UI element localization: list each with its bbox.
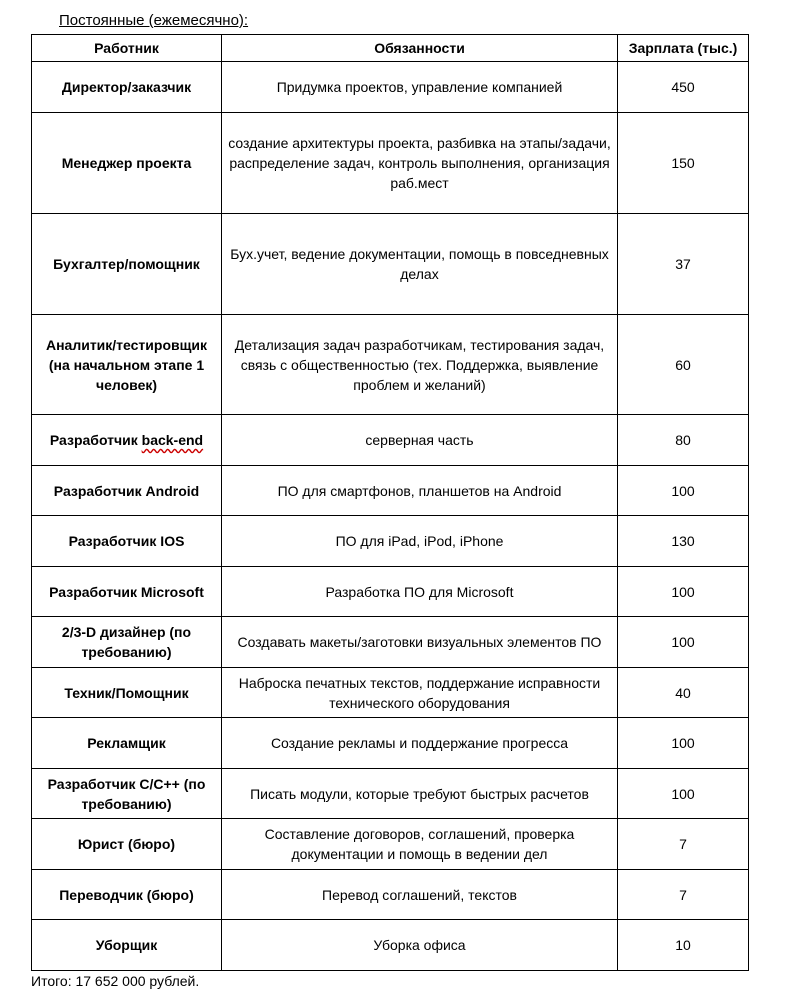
table-row (32, 113, 749, 214)
salary-cell: 7 (618, 870, 749, 920)
staff-table (31, 34, 749, 971)
employee-cell: Бухгалтер/помощник (32, 214, 222, 315)
salary-cell: 130 (618, 516, 749, 567)
table-row (32, 214, 749, 315)
duties-cell: Бух.учет, ведение документации, помощь в повседневных делах (222, 214, 618, 315)
salary-cell: 37 (618, 214, 749, 315)
table-row (32, 870, 749, 920)
table-row (32, 668, 749, 718)
duties-cell: Детализация задач разработчикам, тестирования задач, связь с общественностью (тех. Поддержка, выявление проблем и желаний) (222, 315, 618, 415)
employee-cell: Уборщик (32, 920, 222, 971)
table-row (32, 819, 749, 870)
spellcheck-flagged-word: back-end (141, 432, 204, 448)
duties-cell: Создавать макеты/заготовки визуальных элементов ПО (222, 617, 618, 668)
salary-cell: 80 (618, 415, 749, 466)
employee-cell: Переводчик (бюро) (32, 870, 222, 920)
duties-cell: серверная часть (222, 415, 618, 466)
table-row (32, 516, 749, 567)
total-line: Итого: 17 652 000 рублей. (31, 973, 200, 989)
duties-cell: Придумка проектов, управление компанией (222, 62, 618, 113)
employee-cell: Разработчик С/С++ (по требованию) (32, 769, 222, 819)
column-header-employee: Работник (32, 35, 222, 62)
table-row (32, 718, 749, 769)
employee-cell (32, 415, 222, 466)
employee-cell: Разработчик Android (32, 466, 222, 516)
table-row (32, 617, 749, 668)
duties-cell: Создание рекламы и поддержание прогресса (222, 718, 618, 769)
employee-cell: 2/3-D дизайнер (по требованию) (32, 617, 222, 668)
column-header-salary: Зарплата (тыс.) (618, 35, 749, 62)
duties-cell: создание архитектуры проекта, разбивка на этапы/задачи, распределение задач, контроль выполнения, организация раб.мест (222, 113, 618, 214)
employee-cell: Аналитик/тестировщик (на начальном этапе 1 человек) (32, 315, 222, 415)
duties-cell: Писать модули, которые требуют быстрых расчетов (222, 769, 618, 819)
duties-cell: Наброска печатных текстов, поддержание исправности технического оборудования (222, 668, 618, 718)
salary-cell: 100 (618, 567, 749, 617)
salary-cell: 100 (618, 718, 749, 769)
salary-cell: 150 (618, 113, 749, 214)
table-header-row (32, 35, 749, 62)
employee-cell: Менеджер проекта (32, 113, 222, 214)
employee-cell: Директор/заказчик (32, 62, 222, 113)
column-header-duties: Обязанности (222, 35, 618, 62)
table-row (32, 466, 749, 516)
employee-name-prefix: Разработчик (49, 432, 142, 448)
table-row (32, 769, 749, 819)
duties-cell: Составление договоров, соглашений, проверка документации и помощь в ведении дел (222, 819, 618, 870)
salary-cell: 450 (618, 62, 749, 113)
table-row (32, 920, 749, 971)
section-heading: Постоянные (ежемесячно): (59, 12, 249, 29)
salary-cell: 7 (618, 819, 749, 870)
table-row (32, 415, 749, 466)
employee-cell: Юрист (бюро) (32, 819, 222, 870)
duties-cell: ПО для смартфонов, планшетов на Android (222, 466, 618, 516)
employee-cell: Разработчик Microsoft (32, 567, 222, 617)
table-row (32, 315, 749, 415)
employee-cell: Рекламщик (32, 718, 222, 769)
employee-cell: Разработчик IOS (32, 516, 222, 567)
duties-cell: Разработка ПО для Microsoft (222, 567, 618, 617)
salary-cell: 100 (618, 617, 749, 668)
salary-cell: 100 (618, 466, 749, 516)
salary-cell: 60 (618, 315, 749, 415)
table-row (32, 62, 749, 113)
duties-cell: Перевод соглашений, текстов (222, 870, 618, 920)
table-row (32, 567, 749, 617)
salary-cell: 40 (618, 668, 749, 718)
salary-cell: 10 (618, 920, 749, 971)
salary-cell: 100 (618, 769, 749, 819)
employee-cell: Техник/Помощник (32, 668, 222, 718)
duties-cell: ПО для iPad, iPod, iPhone (222, 516, 618, 567)
duties-cell: Уборка офиса (222, 920, 618, 971)
